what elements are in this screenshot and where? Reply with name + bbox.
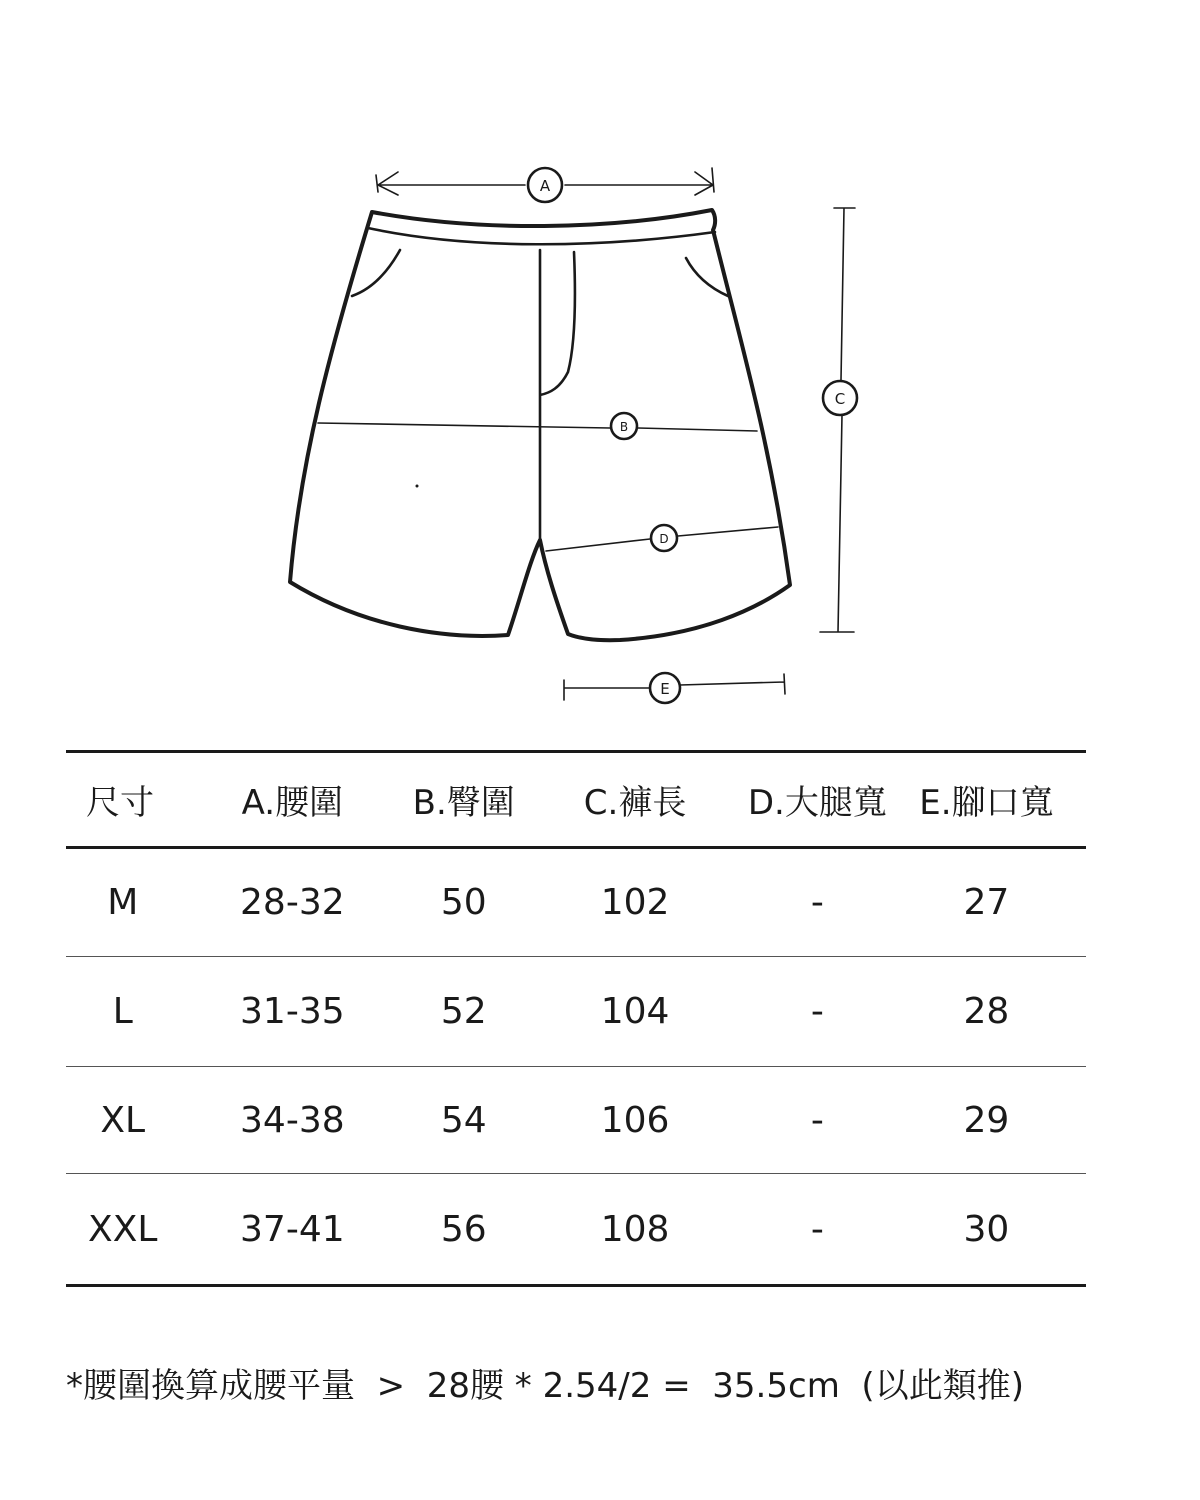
- cell-waist: 34-38: [240, 1099, 345, 1141]
- label-c: C: [834, 390, 846, 408]
- label-d: D: [659, 532, 669, 546]
- label-e: E: [660, 680, 670, 698]
- cell-waist: 31-35: [240, 991, 345, 1032]
- cell-waist: 37-41: [240, 1208, 345, 1250]
- cell-thigh: -: [810, 1099, 824, 1141]
- cell-waist: 28-32: [240, 882, 345, 923]
- cell-length: 108: [600, 1208, 670, 1250]
- header-length: C.褲長: [522, 752, 748, 848]
- cell-length: 104: [600, 991, 670, 1032]
- cell-length: 106: [600, 1099, 670, 1141]
- shorts-measurement-diagram: [0, 0, 1200, 740]
- cell-hem: 28: [963, 991, 1010, 1032]
- cell-thigh: -: [810, 991, 824, 1032]
- table-header-row: [66, 752, 1086, 848]
- cell-hip: 54: [440, 1099, 487, 1141]
- conversion-footnote: *腰圍換算成腰平量 > 28腰 * 2.54/2 = 35.5cm (以此類推): [66, 1366, 1024, 1406]
- header-hip: B.臀圍: [405, 752, 522, 848]
- cell-thigh: -: [810, 1208, 824, 1250]
- measure-c-length: [820, 208, 857, 632]
- header-thigh: D.大腿寬: [748, 752, 887, 848]
- measure-a-waist: [376, 168, 714, 202]
- header-waist: A.腰圍: [179, 752, 405, 848]
- table-row: [66, 1067, 1086, 1174]
- cell-size: M: [107, 882, 139, 923]
- table-row: [66, 957, 1086, 1067]
- header-hem: E.腳口寬: [887, 752, 1086, 848]
- cell-size: XXL: [88, 1208, 158, 1250]
- cell-hem: 29: [963, 1099, 1010, 1141]
- cell-size: XL: [100, 1099, 146, 1141]
- fabric-dot: [416, 485, 419, 488]
- waistband-line: [368, 228, 715, 244]
- label-a: A: [539, 177, 551, 195]
- cell-hip: 50: [440, 882, 487, 923]
- label-b: B: [619, 420, 629, 434]
- cell-thigh: -: [810, 882, 824, 923]
- cell-hem: 27: [963, 882, 1010, 923]
- measure-b-hip: [318, 413, 757, 439]
- cell-hem: 30: [963, 1208, 1010, 1250]
- cell-length: 102: [600, 882, 670, 923]
- table-row: [66, 848, 1086, 957]
- table-row: [66, 1174, 1086, 1286]
- header-size: 尺寸: [66, 752, 179, 848]
- measure-d-thigh: [546, 525, 778, 551]
- cell-size: L: [112, 991, 133, 1032]
- size-chart-table: [66, 750, 1086, 1287]
- fly-line: [540, 250, 575, 540]
- cell-hip: 56: [440, 1208, 487, 1250]
- cell-hip: 52: [440, 991, 487, 1032]
- measure-e-hem: [564, 673, 785, 703]
